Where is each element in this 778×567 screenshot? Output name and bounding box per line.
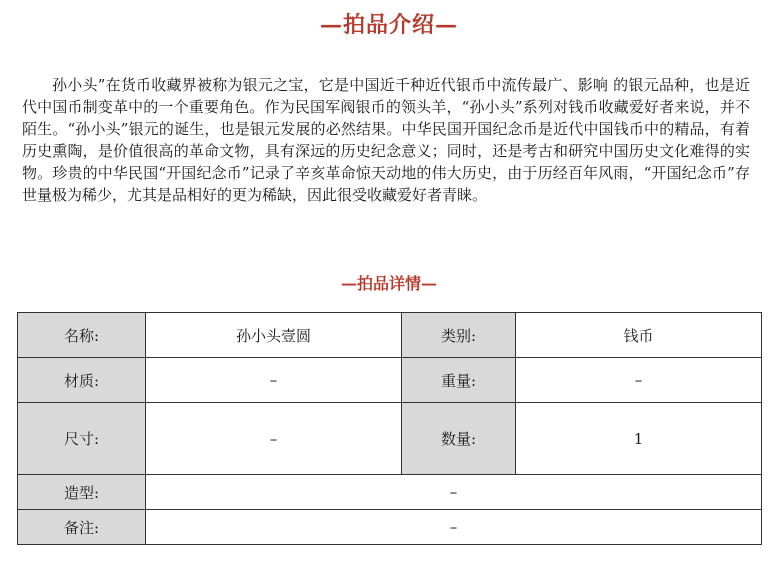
quantity-label: 数量: xyxy=(402,403,516,475)
remarks-value: – xyxy=(146,510,762,545)
table-row xyxy=(18,403,762,475)
table-row xyxy=(18,475,762,510)
remarks-label: 备注: xyxy=(18,510,146,545)
weight-label: 重量: xyxy=(402,358,516,403)
quantity-value: 1 xyxy=(516,403,762,475)
page-title: —拍品介绍— xyxy=(319,12,458,38)
name-label: 名称: xyxy=(18,313,146,358)
name-value: 孙小头壹圆 xyxy=(146,313,402,358)
table-row xyxy=(18,313,762,358)
category-label: 类别: xyxy=(402,313,516,358)
material-value: – xyxy=(146,358,402,403)
shape-value: – xyxy=(146,475,762,510)
table-row xyxy=(18,358,762,403)
size-value: – xyxy=(146,403,402,475)
details-title: —拍品详情— xyxy=(340,274,437,293)
details-table xyxy=(17,312,762,545)
shape-label: 造型: xyxy=(18,475,146,510)
weight-value: – xyxy=(516,358,762,403)
size-label: 尺寸: xyxy=(18,403,146,475)
intro-paragraph: 孙小头”在货币收藏界被称为银元之宝，它是中国近千种近代银币中流传最广、影响 的银元品种，也是近代中国币制变革中的一个重要角色。作为民国军阀银币的领头羊，“孙小头”系列对钱币收藏爱好者来说，并不陌生。“孙小头”银元的诞生，也是银元发展的必然结果。中华民国开国纪念币是近代中国钱币中的精品，有着历史熏陶，是价值很高的革命文物，具有深远的历史纪念意义；同时，还是考古和研究中国历史文化难得的实物。珍贵的中华民国“开国纪念币”记录了辛亥革命惊天动地的伟大历史，由于历经百年风雨，“开国纪念币”存世量极为稀少，尤其是品相好的更为稀缺，因此很受收藏爱好者青睐。 xyxy=(22,76,750,204)
material-label: 材质: xyxy=(18,358,146,403)
table-row xyxy=(18,510,762,545)
category-value: 钱币 xyxy=(516,313,762,358)
